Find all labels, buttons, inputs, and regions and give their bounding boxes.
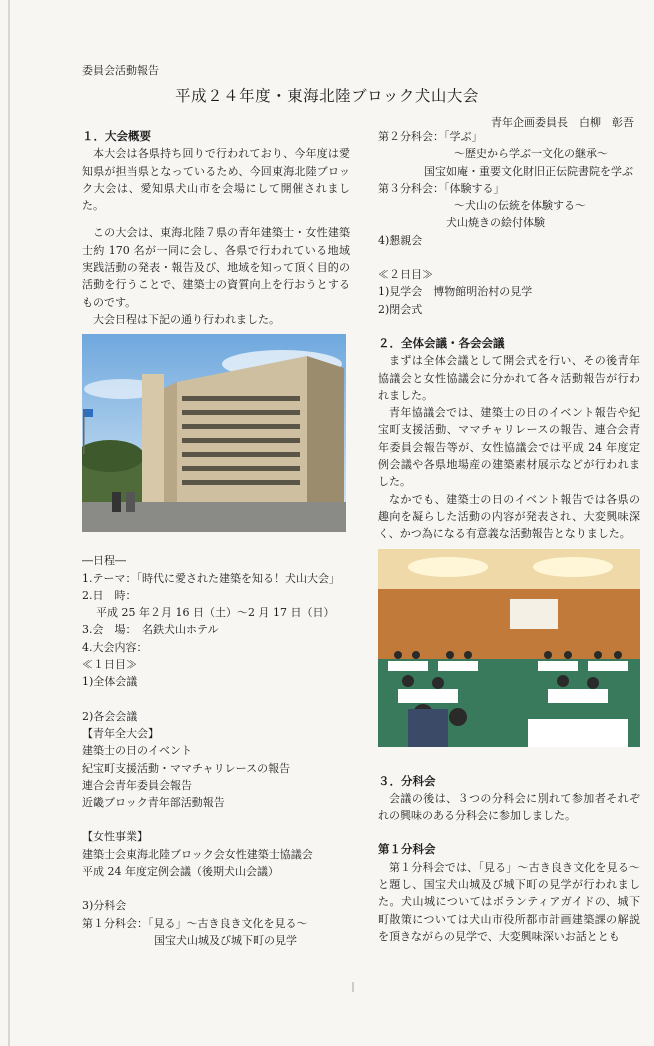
conference-hall-photo: [378, 549, 640, 747]
youth-item: 建築士の日のイベント: [82, 744, 192, 758]
schedule-item: 2)各会会議: [82, 709, 138, 723]
section-2-paragraph: まずは全体会議として開会式を行い、その後青年協議会と女性協議会に分かれて各々活動報告が行われました。: [378, 354, 640, 402]
bunka-1-heading: 第１分科会: [378, 842, 436, 857]
schedule-item: 1)見学会 博物館明治村の見学: [378, 285, 533, 299]
youth-item: 近畿ブロック青年部活動報告: [82, 796, 225, 810]
schedule-item: 2)閉会式: [378, 302, 423, 316]
women-item: 建築士会東海北陸ブロック会女性建築士協議会: [82, 847, 313, 861]
hotel-building-photo: [82, 334, 346, 532]
youth-item: 紀宝町支援活動・ママチャリレースの報告: [82, 761, 291, 775]
bunka-1-desc: 国宝犬山城及び城下町の見学: [154, 933, 297, 947]
schedule-day2: ≪２日目≫: [378, 268, 433, 282]
section-1-paragraph: 本大会は各県持ち回りで行われており、今年度は愛知県が担当県となっているため、今回東海北陸ブロック大会は、愛知県犬山市を会場にして開催されました。: [82, 147, 350, 213]
section-3-paragraph: 第１分科会では、「見る」～古き良き文化を見る～と題し、国宝犬山城及び城下町の見学が行われました。犬山城についてはボランティアガイドの、城下町散策については犬山市役所都市計画建築課の解説を頂きながらの見学で、大変興味深いお話ととも: [378, 860, 640, 943]
schedule-content: 4.大会内容：: [82, 640, 148, 654]
schedule-item: 4)懇親会: [378, 233, 423, 247]
schedule-heading: ―日程―: [82, 554, 126, 568]
schedule-venue: 3.会 場： 名鉄犬山ホテル: [82, 623, 219, 637]
youth-item: 連合会青年委員会報告: [82, 778, 192, 792]
section-2-paragraph: 青年協議会では、建築士の日のイベント報告や紀宝町支援活動、ママチャリレースの報告、連合会青年委員会報告等が、女性協議会では平成 24 年度定例会議や各県地場産の建築素材展示などが行われました。: [378, 406, 640, 489]
page-title: 平成２４年度・東海北陸ブロック犬山大会: [175, 87, 479, 105]
section-2-heading: ２．全体会議・各会会議: [378, 335, 505, 350]
right-column: [378, 128, 640, 945]
schedule-date-label: 2.日 時：: [82, 588, 137, 602]
schedule-block: [82, 552, 350, 949]
schedule-item: 1)全体会議: [82, 675, 138, 689]
schedule-item: 3)分科会: [82, 899, 127, 913]
author-line: 青年企画委員長 白柳 彰吾: [491, 116, 634, 129]
scan-mark: [352, 982, 354, 992]
section-1-paragraph: この大会は、東海北陸７県の青年建築士・女性建築士約 170 名が一同に会し、各県で行われている地域実践活動の発表・報告及び、地域を知って頂く目的の活動を行うことで、建築士の資質向上を行おうとするものです。: [82, 226, 350, 309]
category-label: 委員会活動報告: [82, 64, 159, 77]
section-3-heading: ３．分科会: [378, 773, 436, 788]
bunka-2-title: 第２分科会：「学ぶ」: [378, 130, 483, 143]
section-1-paragraph: 大会日程は下記の通り行われました。: [93, 312, 280, 326]
bunka-2-desc: 国宝如庵・重要文化財旧正伝院書院を学ぶ: [424, 164, 633, 178]
section-3-paragraph: 会議の後は、３つの分科会に別れて参加者それぞれの興味のある分科会に参加しました。: [378, 791, 640, 823]
page-binding-edge: [8, 0, 10, 1046]
bunka-3-desc: 犬山焼きの絵付体験: [446, 216, 545, 230]
bunka-1-title: 第１分科会：「見る」～古き良き文化を見る～: [82, 916, 308, 930]
schedule-date-value: 平成 25 年２月 16 日（土）～2 月 17 日（日）: [96, 606, 335, 620]
women-item: 平成 24 年度定例会議（後期犬山会議）: [82, 865, 279, 879]
bunka-2-subtitle: ～歴史から学ぶ一文化の継承～: [454, 147, 608, 161]
women-heading: 【女性事業】: [82, 830, 148, 844]
youth-heading: 【青年全大会】: [82, 726, 159, 740]
schedule-theme: 1.テーマ：「時代に愛された建築を知る！犬山大会」: [82, 571, 340, 585]
left-column: [82, 128, 350, 949]
bunka-3-title: 第３分科会：「体験する」: [378, 181, 505, 195]
bunka-3-subtitle: ～犬山の伝統を体験する～: [454, 199, 586, 213]
schedule-day1: ≪１日目≫: [82, 658, 137, 672]
section-2-paragraph: なかでも、建築士の日のイベント報告では各県の趣向を凝らした活動の内容が発表され、大変興味深く、かつ為になる有意義な活動報告となりました。: [378, 492, 640, 541]
section-1-heading: １．大会概要: [82, 129, 151, 143]
